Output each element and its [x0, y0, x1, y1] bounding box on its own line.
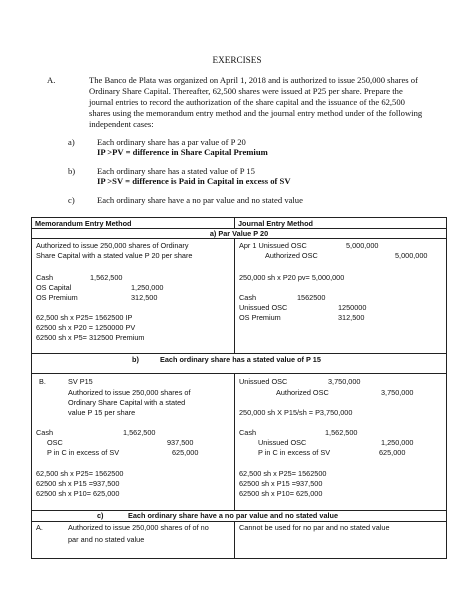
amount: 625,000	[172, 448, 199, 457]
amount: 3,750,000	[328, 377, 361, 386]
section-b-label: b)	[132, 355, 139, 364]
section-c-label: c)	[97, 511, 104, 520]
problem-line: independent cases:	[89, 119, 154, 129]
memo-text: Authorized to issue 250,000 shares of of no	[68, 523, 209, 532]
amount: 1,250,000	[381, 438, 414, 447]
column-header-journal: Journal Entry Method	[238, 218, 313, 228]
account-unissued-osc: Unissued OSC	[258, 438, 307, 447]
table-rule	[234, 373, 235, 510]
memo-label: B.	[39, 377, 46, 386]
table-rule	[31, 558, 447, 559]
memo-text: SV P15	[68, 377, 93, 386]
amount: 1562500	[297, 293, 326, 302]
case-formula: IP >SV = difference is Paid in Capital in excess of SV	[97, 176, 291, 186]
problem-label: A.	[47, 75, 56, 85]
calc-line: 62500 sh x P10= 625,000	[36, 489, 120, 498]
column-header-memorandum: Memorandum Entry Method	[35, 218, 132, 228]
section-a-heading: a) Par Value P 20	[209, 228, 269, 238]
calc-line: 62500 sh x P15 =937,500	[36, 479, 120, 488]
table-rule	[234, 238, 235, 353]
account-os-premium: OS Premium	[239, 313, 281, 322]
table-rule	[234, 521, 235, 558]
memo-text: Authorized to issue 250,000 shares of Ordinary	[36, 241, 189, 250]
amount: 625,000	[379, 448, 406, 457]
journal-line: Cannot be used for no par and no stated value	[239, 523, 390, 532]
account-osc: OSC	[47, 438, 63, 447]
calc-line: 62,500 sh x P25= 1562500 IP	[36, 313, 133, 322]
problem-line: The Banco de Plata was organized on April 1, 2018 and is authorized to issue 250,000 shares of	[89, 75, 418, 85]
case-text: Each ordinary share have a no par value and no stated value	[97, 195, 303, 205]
account-unissued-osc: Unissued OSC	[239, 303, 288, 312]
case-text: Each ordinary share has a stated value of P 15	[97, 166, 255, 176]
case-label: b)	[68, 166, 76, 176]
account-cash: Cash	[36, 273, 54, 282]
case-formula: IP >PV = difference in Share Capital Premium	[97, 147, 268, 157]
case-label: c)	[68, 195, 75, 205]
account-pic-excess: P in C in excess of SV	[47, 448, 120, 457]
calc-line: 62,500 sh x P25= 1562500	[36, 469, 124, 478]
case-label: a)	[68, 137, 75, 147]
memo-text: Share Capital with a stated value P 20 per share	[36, 251, 193, 260]
case-text: Each ordinary share has a par value of P 20	[97, 137, 246, 147]
table-rule	[31, 353, 447, 354]
calc-line: 62500 sh x P5= 312500 Premium	[36, 333, 145, 342]
table-rule	[31, 217, 32, 558]
section-b-heading: Each ordinary share has a stated value of P 15	[160, 355, 321, 364]
calc-line: 62,500 sh x P25= 1562500	[239, 469, 327, 478]
calc-line: 62500 sh x P10= 625,000	[239, 489, 323, 498]
amount: 312,500	[131, 293, 158, 302]
amount: 937,500	[167, 438, 194, 447]
page-title: EXERCISES	[212, 55, 262, 65]
amount: 312,500	[338, 313, 365, 322]
amount: 5,000,000	[395, 251, 428, 260]
account-cash: Cash	[36, 428, 54, 437]
journal-line: Authorized OSC	[276, 388, 329, 397]
amount: 1,562,500	[123, 428, 156, 437]
account-os-capital: OS Capital	[36, 283, 72, 292]
amount: 3,750,000	[381, 388, 414, 397]
table-rule	[31, 238, 447, 239]
account-cash: Cash	[239, 428, 257, 437]
section-c-heading: Each ordinary share have a no par value and no stated value	[128, 511, 339, 520]
calc-line: 250,000 sh X P15/sh = P3,750,000	[239, 408, 353, 417]
account-os-premium: OS Premium	[36, 293, 78, 302]
calc-line: 62500 sh x P20 = 1250000 PV	[36, 323, 136, 332]
amount: 1,562,500	[90, 273, 123, 282]
journal-line: Authorized OSC	[265, 251, 318, 260]
account-pic-excess: P in C in excess of SV	[258, 448, 331, 457]
memo-text: par and no stated value	[68, 535, 145, 544]
amount: 5,000,000	[346, 241, 379, 250]
memo-text: value P 15 per share	[68, 408, 136, 417]
table-rule	[31, 521, 447, 522]
memo-text: Ordinary Share Capital with a stated	[68, 398, 186, 407]
table-rule	[31, 373, 447, 374]
memo-text: Authorized to issue 250,000 shares of	[68, 388, 191, 397]
calc-line: 250,000 sh x P20 pv= 5,000,000	[239, 273, 345, 282]
problem-line: shares using the memorandum entry method and the journal entry method under of the following	[89, 108, 423, 118]
account-cash: Cash	[239, 293, 257, 302]
journal-line: Unissued OSC	[239, 377, 288, 386]
journal-line: Apr 1 Unissued OSC	[239, 241, 307, 250]
amount: 1250000	[338, 303, 367, 312]
table-rule	[446, 217, 447, 558]
memo-label: A.	[36, 523, 43, 532]
problem-line: journal entries to record the authorization of the share capital and the issuance of the 62,500	[89, 97, 405, 107]
table-rule	[234, 217, 235, 228]
amount: 1,562,500	[325, 428, 358, 437]
problem-line: Ordinary Share Capital. Thereafter, 62,500 shares were issued at P25 per share. Prepare the	[89, 86, 403, 96]
amount: 1,250,000	[131, 283, 164, 292]
calc-line: 62500 sh x P15 =937,500	[239, 479, 323, 488]
